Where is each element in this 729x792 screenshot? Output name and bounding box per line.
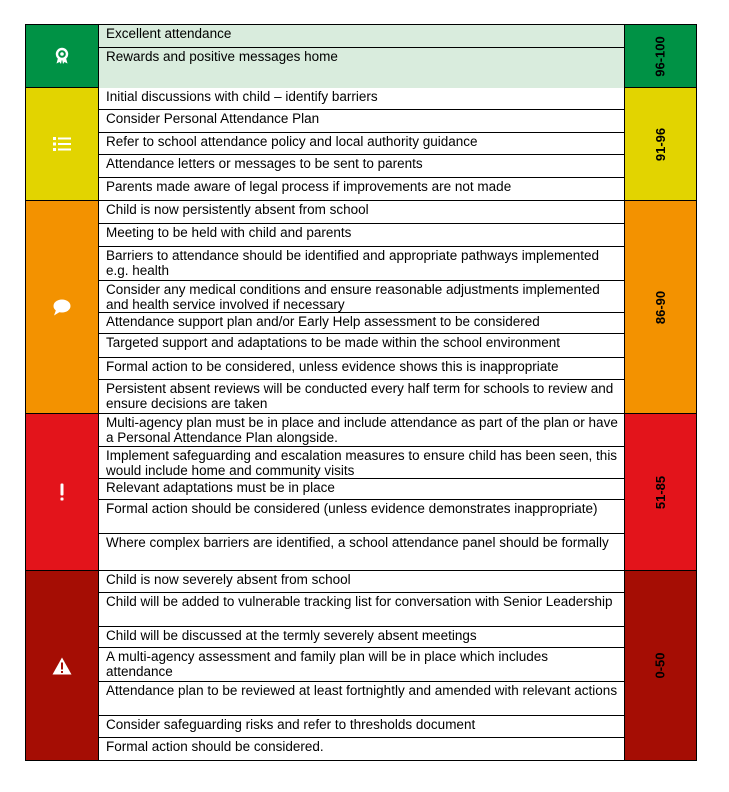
table-row: Consider Personal Attendance Plan bbox=[99, 110, 624, 133]
table-row: Multi-agency plan must be in place and include attendance as part of the plan or have a Personal Attendance Plan alongside. bbox=[99, 414, 624, 447]
table-row: Relevant adaptations must be in place bbox=[99, 479, 624, 500]
band-icon-cell bbox=[25, 414, 99, 570]
band-91-96 bbox=[25, 88, 697, 201]
attendance-range-label: 0-50 bbox=[653, 652, 668, 679]
band-86-90 bbox=[25, 201, 697, 414]
attendance-range-label: 91-96 bbox=[653, 127, 668, 161]
exclamation-icon bbox=[59, 483, 65, 501]
attendance-range-cell bbox=[624, 25, 697, 87]
table-row: Attendance plan to be reviewed at least fortnightly and amended with relevant actions bbox=[99, 682, 624, 716]
table-row: Persistent absent reviews will be conducted every half term for schools to review and ensure decisions are taken bbox=[106, 381, 614, 411]
table-row: Implement safeguarding and escalation measures to ensure child has been seen, this would include home and community visits bbox=[99, 447, 624, 479]
table-row: Consider safeguarding risks and refer to thresholds document bbox=[99, 716, 624, 738]
band-rows bbox=[99, 571, 624, 760]
band-rows bbox=[99, 201, 624, 413]
band-icon-cell bbox=[25, 201, 99, 413]
table-row: Attendance support plan and/or Early Help assessment to be considered bbox=[99, 313, 624, 334]
table-row: Meeting to be held with child and parents bbox=[99, 224, 624, 247]
table-row: Rewards and positive messages home bbox=[99, 48, 624, 89]
table-row: Parents made aware of legal process if improvements are not made bbox=[106, 179, 512, 194]
band-rows bbox=[99, 414, 624, 570]
band-rows bbox=[99, 88, 624, 200]
table-row: Targeted support and adaptations to be made within the school environment bbox=[99, 334, 624, 358]
table-row: Refer to school attendance policy and local authority guidance bbox=[99, 133, 624, 155]
attendance-range-label: 86-90 bbox=[653, 290, 668, 324]
table-row: Where complex barriers are identified, a school attendance panel should be formally bbox=[106, 535, 609, 550]
speech-bubble-icon bbox=[53, 299, 71, 316]
band-96-100 bbox=[25, 24, 697, 88]
attendance-range-cell bbox=[624, 88, 697, 200]
table-row: Child will be added to vulnerable tracking list for conversation with Senior Leadership bbox=[99, 593, 624, 627]
attendance-range-label: 96-100 bbox=[652, 35, 668, 77]
table-row: Child is now persistently absent from school bbox=[99, 201, 624, 224]
table-row: Child is now severely absent from school bbox=[99, 571, 624, 593]
table-row: Attendance letters or messages to be sent to parents bbox=[99, 155, 624, 178]
band-icon-cell bbox=[25, 88, 99, 200]
table-row: Child will be discussed at the termly severely absent meetings bbox=[99, 627, 624, 648]
table-row: Excellent attendance bbox=[99, 25, 624, 48]
band-icon-cell bbox=[25, 25, 99, 87]
attendance-table bbox=[25, 24, 697, 761]
attendance-range-cell bbox=[624, 571, 697, 760]
table-row: Initial discussions with child – identify barriers bbox=[99, 88, 624, 110]
award-icon bbox=[54, 47, 70, 65]
table-row: A multi-agency assessment and family plan will be in place which includes attendance bbox=[99, 648, 624, 682]
band-rows bbox=[99, 25, 624, 87]
list-icon bbox=[53, 136, 71, 152]
band-51-85 bbox=[25, 414, 697, 571]
table-row: Barriers to attendance should be identified and appropriate pathways implemented e.g. health bbox=[99, 247, 624, 281]
table-row: Formal action should be considered. bbox=[106, 739, 324, 754]
attendance-range-label: 51-85 bbox=[653, 475, 668, 509]
table-row: Formal action to be considered, unless evidence shows this is inappropriate bbox=[99, 358, 624, 380]
attendance-range-cell bbox=[624, 201, 697, 413]
band-0-50 bbox=[25, 571, 697, 761]
band-icon-cell bbox=[25, 571, 99, 760]
warning-triangle-icon bbox=[52, 657, 72, 675]
table-row: Consider any medical conditions and ensure reasonable adjustments implemented and health service involved if necessary bbox=[99, 281, 624, 313]
attendance-range-cell bbox=[624, 414, 697, 570]
table-row: Formal action should be considered (unless evidence demonstrates inappropriate) bbox=[99, 500, 624, 534]
